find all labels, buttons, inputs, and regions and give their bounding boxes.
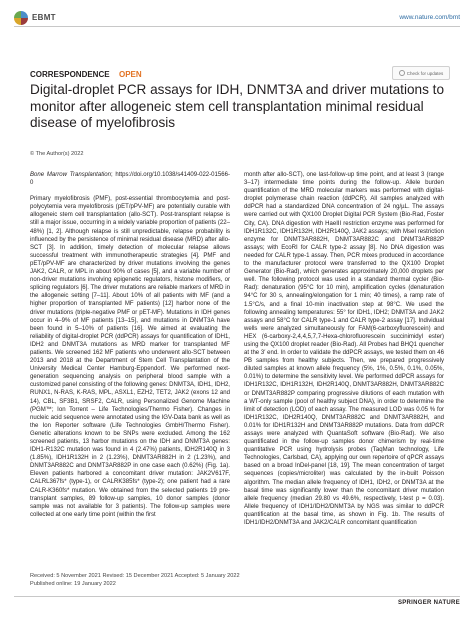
article-title: Digital-droplet PCR assays for IDH, DNMT3A and driver mutations to monitor after allogeneic stem cell transplantation minimal residual disease of myelofibrosis: [30, 82, 444, 130]
journal-logo-text: EBMT: [32, 13, 56, 22]
citation-journal: Bone Marrow Transplantation: [30, 172, 111, 178]
article-type-row: [30, 70, 450, 80]
open-access-label: OPEN: [119, 70, 142, 79]
journal-url-link[interactable]: www.nature.com/bmt: [399, 14, 460, 21]
header-divider: [14, 26, 460, 27]
ebmt-logo-icon: [14, 11, 28, 25]
journal-header: [14, 10, 460, 32]
article-type-label: CORRESPONDENCE: [30, 70, 110, 79]
right-body-paragraph: month after allo-SCT), one last-follow-up time point, and at least 3 (range 3–17) intermediate time points during the follow-up. Allele burden quantification of the MRD molecular markers was performed with digital-droplet polymerase chain reaction (ddPCR). All samples analyzed with ddPCR had a standardized DNA concentration of 24 ng/µL. The assays were carried out with QX100 Droplet Digital PCR System (Bio-Rad, Foster City, CA). DNA digestion with HaeIII restriction enzyme was performed for IDH1R132C, IDH1R132H, IDH2R140Q, JAK2 assays; with MseI restriction enzyme for DNMT3AR882H, DNMT3AR882C and DNMT3AR882P assays; with EcoRI for CALR type-2 assay [8]. No DNA digestion was needed for CALR type-1 assay. Then, PCR mixes produced in accordance to the manufacturer protocol were transferred to the QX100 Droplet Generator (Bio-Rad), which generates approximately 20,000 droplets per well. The following protocol was used in a standard thermal cycler (Bio-Rad): denaturation (95°C for 10 min), amplification cycles (denaturation 94°C for 30 s, annealing/elongation for 1 min; 40 times), a ramp rate of 1.5°C/s, and a final 10-min inactivation step at 98°C. We used the following annealing temperatures: 55° for IDH1, IDH2; DNMT3A and JAK2 assays and 58°C for CALR type-1 and CALR type-2 assay [17]. Individual wells were analyzed simultaneously for FAM(6-carboxyfluorescein) and HEX (6-carboxy-2,4,4,5,7,7-Hexa-chlorofluorescein succinimidyl ester) using the QX100 droplet reader (Bio-Rad). All Probes had BHQ1 quencher at the 3′ end. In order to validate the ddPCR assays, we tested them on 46 PB samples from healthy subjects. Then, we prepared progressively diluted samples at known allele frequency (5%, 1%, 0.5%, 0.1%, 0.05%, 0.01%) to determine the sensitivity level. We performed ddPCR assays for IDH1R132C, IDH1R132H, IDH2R140Q, DNMT3AR882H, DNMT3AR882C or DNMT3AR882P comparing progressive dilutions of each mutation with a WT-only sample (pool of healthy subject DNA), in order to determine the limit of detection (LOD) of each assay. The measured LOD was 0.05 % for IDH1R132C, IDH2R140Q, DNMT3AR882C and DNMT3AR882H, and 0.01% for IDH1R132H and DNMT3AR882P mutations. Data from ddPCR assays were analyzed with QuantaSoft software (Bio-Rad). We also quantificated in the follow-up samples donor chimerism by real-time quantitative PCR using hydrolysis probes (TaqMan technology, Life Technologies, Carlsbad, CA), applying our own repertoire of qPCR assays based on a broad InDel-panel [18, 19]. The mean concentration of target sequences (copies/microliter) was calculated by the in-built Poisson algorithm. The median allele frequency of IDH1, IDH2, or DNMT3A at the basal time was significantly lower than the concomitant driver mutation allele frequency (median 29.80 vs 49.6%, respectively, t-test p = 0.03). Allele frequency of IDH1/IDH2/DNMT3A by NGS was similar to ddPCR quantification at the basal time, as shown in Fig. 1b. The results of IDH1/IDH2/DNMT3A and JAK2/CALR concomitant quantification: [244, 172, 444, 527]
left-column: [30, 171, 230, 527]
left-body-paragraph: Primary myelofibrosis (PMF), post-essential thrombocytemia and post-polycytemia vera myelofibrosis (pET/pPV-MF) are potentially curable with allogeneic stem cell transplantation (allo-SCT). Post-transplant relapse is still a major issue, occurring in a widely variable proportion of patients (22–48%) [1, 2]. Although relapse is still unpredictable, relapse probability is influenced by the persistence of minimal residual disease (MRD) after allo-SCT [3]. In addition, timely detection of molecular relapse allows successful treatment with immunotherapeutic strategies [4]. PMF and pET/pPV-MF are characterized by driver mutations involving the genes JAK2, CALR, or MPL in about 90% of cases [5], and a variable number of non-driver mutations involving epigenetic regulators, histone modifiers, or splicing regulators [6]. The driver mutations are reliable markers of MRD in the allogeneic setting [7–11]. About 10% of all patients with MF (and a higher proportion of transplanted MF patients) [12] harbor none of the driver mutations (triple-negative PMF or pET-MF). Mutations in IDH genes occur in 4–9% of MF patients [13–15], and mutations in DNMT3A have been found in 5–10% of patients [16]. We aimed at evaluating the reliability of digital-droplet PCR (ddPCR) assays for quantification of IDH1, IDH2 and DNMT3A mutations as MRD marker for transplanted MF patients. We screened 162 MF patients who underwent allo-SCT between 2013 and 2018 at the Department of Stem Cell Transplantation of the University Medical Center Hamburg-Eppendorf. We performed next-generation sequencing analysis on peripheral blood sample with a customized panel consisting of the following genes: DNMT3A, IDH1, IDH2, RUNX1, N-RAS, K-RAS, MPL, ASXL1, EZH2, TET2, JAK2 (exons 12 and 14), CBL, SF3B1, SRSF2, CALR, using Personalized Genome Machine (PGM™; Ion Torrent – Life Technologies/Thermo Fisher). Changes in nucleic acid sequence were annotated using the IGV-Data bank as well as the Ion Reporter software (Life Technologies GmbH/Thermo Fisher). Genetic alterations known to be SNPs were excluded. Among the 162 screened patients, 13 harbor mutations on the IDH and DNMT3A genes: IDH1-R132C mutation was found in 4 (2.47%) patients, IDH2R140Q in 3 (1.85%), IDH1R132H in 2 (1.23%), DNMT3AR882H in 2 (1.23%), and DNMT3AR882C and DNMT3AR882P in one case each (0.62%) (Fig. 1a). Eleven patients harbored a concomitant driver mutation: JAK2V617F, CALRL367fs* (type-1), or CALRK385fs* (type-2); one patient had a rare CALR-K360fs* mutation. We obtained from the selected patients 19 pre-transplant samples, 89 follow-up samples, 10 donor samples (donor sample was not available for 3 patients). The follow-up samples were collected at one early time point (within the first: [30, 196, 230, 518]
footer-divider: [14, 596, 460, 597]
doi-link[interactable]: ; https://doi.org/10.1038/s41409-022-01566-0: [30, 172, 231, 187]
right-column: [244, 171, 444, 535]
check-updates-button[interactable]: [392, 66, 450, 80]
publication-dates: [30, 573, 330, 589]
publisher-logo: SPRINGER NATURE: [397, 600, 460, 606]
published-date: Published online: 19 January 2022: [30, 580, 116, 587]
citation-line: [30, 171, 230, 187]
check-updates-label: Check for updates: [406, 70, 444, 76]
copyright-notice: © The Author(s) 2022: [30, 151, 84, 157]
check-updates-icon: [399, 70, 405, 76]
received-dates: Received: 5 November 2021 Revised: 15 December 2021 Accepted: 5 January 2022: [30, 573, 240, 579]
